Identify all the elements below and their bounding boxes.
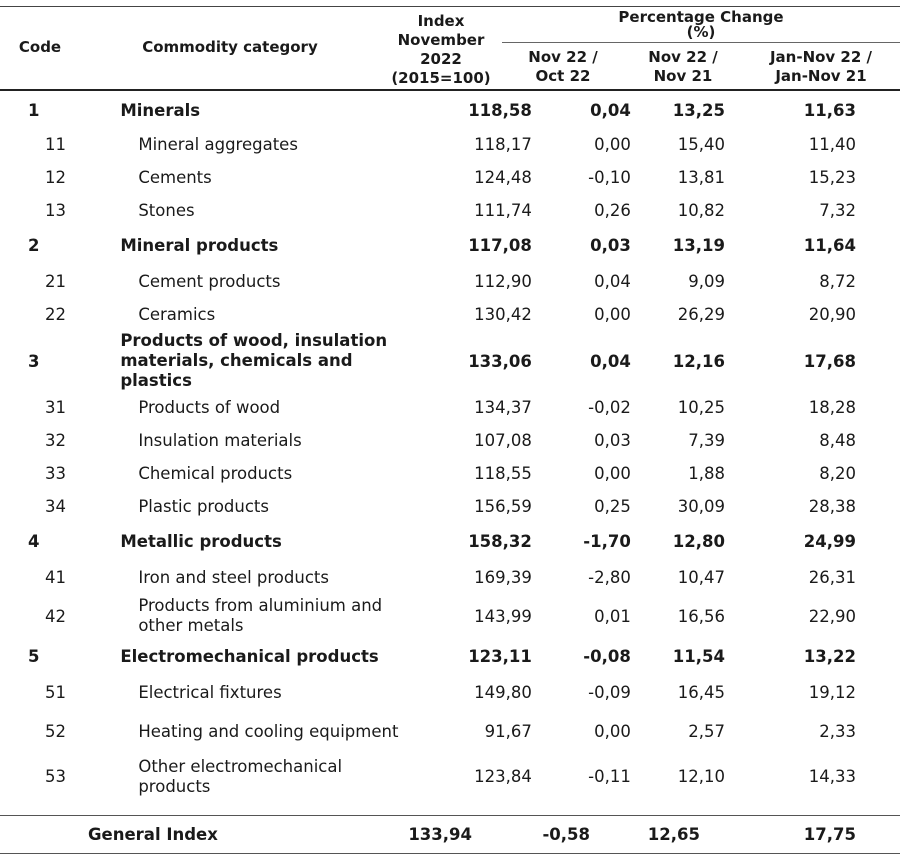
row-nov-oct: 0,00	[594, 135, 631, 154]
row-index-value: 118,17	[474, 135, 532, 154]
row-name	[104, 298, 436, 331]
row-name	[104, 424, 436, 457]
row-jan-nov: 7,32	[819, 201, 856, 220]
header-nov-oct-line1: Nov 22 /	[528, 48, 598, 66]
header-index	[380, 12, 502, 88]
row-index-value: 149,80	[474, 682, 532, 702]
row-jan-nov: 24,99	[803, 532, 856, 551]
row-name-text: Electromechanical products	[120, 647, 379, 666]
row-name-text: Metallic products	[120, 532, 282, 551]
general-index-row	[0, 816, 900, 852]
row-index-value: 107,08	[474, 431, 532, 450]
row-name	[104, 523, 436, 560]
row-name-text: Stones	[138, 201, 195, 220]
row-index-value: 91,67	[484, 722, 532, 741]
row-nov-nov: 10,25	[677, 398, 725, 417]
row-name	[104, 128, 436, 161]
row-name	[104, 709, 436, 754]
row-index-value: 133,06	[468, 351, 532, 371]
row-code: 12	[45, 168, 66, 187]
row-index-value: 158,32	[468, 532, 532, 551]
row-jan-nov: 19,12	[808, 682, 856, 702]
row-nov-oct: 0,03	[594, 431, 631, 450]
header-index-line1: Index	[417, 12, 465, 30]
row-name	[104, 638, 436, 675]
header-code: Code	[18, 38, 62, 56]
row-nov-nov: 12,80	[672, 532, 725, 551]
category-row	[0, 638, 900, 675]
row-index-value: 123,84	[474, 767, 532, 786]
row-nov-nov: 13,81	[677, 168, 725, 187]
row-name-text: Iron and steel products	[138, 567, 329, 587]
row-name-text: Products from aluminium and other metals	[138, 596, 383, 635]
row-nov-nov: 1,88	[688, 464, 725, 483]
subcategory-row	[0, 298, 900, 331]
row-code: 42	[45, 606, 66, 626]
row-jan-nov: 22,90	[808, 606, 856, 626]
row-index-value: 112,90	[474, 271, 532, 291]
row-nov-nov: 12,16	[672, 351, 725, 371]
row-jan-nov: 8,72	[819, 271, 856, 291]
row-nov-nov: 30,09	[677, 497, 725, 516]
header-col-nov-nov	[624, 48, 742, 86]
row-code: 11	[45, 135, 66, 154]
row-name	[104, 391, 436, 424]
header-category: Commodity category	[142, 38, 318, 56]
row-code: 31	[45, 398, 66, 417]
header-index-line4: (2015=100)	[391, 69, 491, 87]
row-jan-nov: 8,48	[819, 431, 856, 450]
row-name-text: Mineral aggregates	[138, 135, 298, 154]
row-nov-nov: 11,54	[672, 647, 725, 666]
row-jan-nov: 26,31	[808, 567, 856, 587]
row-nov-oct: 0,04	[590, 351, 631, 371]
header-pct-line2: (%)	[686, 23, 716, 41]
subcategory-row	[0, 264, 900, 298]
subcategory-row	[0, 161, 900, 194]
header-bottom-rule	[0, 89, 900, 91]
row-code: 41	[45, 567, 66, 587]
row-nov-oct: -0,09	[588, 682, 631, 702]
subcategory-row	[0, 391, 900, 424]
row-nov-nov: 26,29	[677, 305, 725, 324]
row-nov-oct: 0,04	[590, 100, 631, 120]
row-nov-oct: 0,00	[594, 722, 631, 741]
row-index-value: 134,37	[474, 398, 532, 417]
row-name	[104, 92, 436, 128]
header-pct-line1: Percentage Change	[618, 8, 784, 26]
row-code: 33	[45, 464, 66, 483]
row-nov-oct: -2,80	[588, 567, 631, 587]
row-jan-nov: 11,63	[803, 100, 856, 120]
row-name-text: Cement products	[138, 271, 281, 291]
row-jan-nov: 11,40	[808, 135, 856, 154]
commodity-table	[0, 92, 900, 799]
general-index-value: 133,94	[408, 825, 472, 844]
row-code: 3	[28, 351, 40, 371]
row-code: 52	[45, 722, 66, 741]
row-code: 4	[28, 532, 40, 551]
subcategory-row	[0, 457, 900, 490]
row-nov-nov: 2,57	[688, 722, 725, 741]
category-row	[0, 523, 900, 560]
row-index-value: 130,42	[474, 305, 532, 324]
row-nov-oct: 0,00	[594, 464, 631, 483]
row-name-text: Cements	[138, 168, 212, 187]
row-name-text: Heating and cooling equipment	[138, 722, 399, 741]
row-name	[104, 490, 436, 523]
row-name-text: Ceramics	[138, 305, 216, 324]
general-nov-nov: 12,65	[647, 825, 700, 844]
row-index-value: 117,08	[468, 236, 532, 255]
row-name	[104, 754, 436, 799]
header-jan-nov-line2: Jan-Nov 21	[775, 67, 867, 85]
row-nov-oct: 0,04	[594, 271, 631, 291]
header-nov-oct-line2: Oct 22	[535, 67, 591, 85]
row-nov-oct: -0,10	[588, 168, 631, 187]
row-name	[104, 161, 436, 194]
row-index-value: 111,74	[474, 201, 532, 220]
row-nov-nov: 9,09	[688, 271, 725, 291]
category-row	[0, 92, 900, 128]
row-nov-oct: 0,25	[594, 497, 631, 516]
pct-group-rule	[502, 42, 900, 43]
row-nov-nov: 16,56	[677, 606, 725, 626]
subcategory-row	[0, 128, 900, 161]
row-name-text: Plastic products	[138, 497, 269, 516]
row-name	[104, 331, 436, 391]
row-jan-nov: 11,64	[803, 236, 856, 255]
row-name-text: Chemical products	[138, 464, 293, 483]
general-nov-oct: -0,58	[542, 825, 590, 844]
category-row	[0, 331, 900, 391]
row-nov-nov: 12,10	[677, 767, 725, 786]
row-nov-nov: 13,25	[672, 100, 725, 120]
row-code: 34	[45, 497, 66, 516]
header-jan-nov-line1: Jan-Nov 22 /	[769, 48, 873, 66]
row-nov-nov: 10,47	[677, 567, 725, 587]
row-code: 1	[28, 100, 40, 120]
row-nov-oct: 0,01	[594, 606, 631, 626]
row-jan-nov: 13,22	[803, 647, 856, 666]
row-index-value: 123,11	[468, 647, 532, 666]
row-code: 32	[45, 431, 66, 450]
subcategory-row	[0, 194, 900, 227]
subcategory-row	[0, 424, 900, 457]
bottom-rule	[0, 853, 900, 854]
row-nov-oct: -0,11	[588, 767, 631, 786]
header-col-jan-nov	[742, 48, 900, 86]
row-nov-nov: 16,45	[677, 682, 725, 702]
subcategory-row	[0, 594, 900, 638]
row-nov-oct: 0,26	[594, 201, 631, 220]
row-code: 5	[28, 647, 40, 666]
row-name-text: Products of wood	[138, 398, 281, 417]
subcategory-row	[0, 754, 900, 799]
general-index-label: General Index	[88, 825, 218, 844]
row-jan-nov: 2,33	[819, 722, 856, 741]
general-jan-nov: 17,75	[803, 825, 856, 844]
row-jan-nov: 18,28	[808, 398, 856, 417]
row-name-text: Minerals	[120, 100, 201, 120]
row-code: 21	[45, 271, 66, 291]
row-nov-oct: -0,02	[588, 398, 631, 417]
row-jan-nov: 15,23	[808, 168, 856, 187]
category-row	[0, 227, 900, 264]
row-nov-oct: -1,70	[583, 532, 631, 551]
row-code: 2	[28, 236, 40, 255]
subcategory-row	[0, 490, 900, 523]
row-index-value: 118,58	[468, 100, 532, 120]
row-name	[104, 675, 436, 709]
row-jan-nov: 20,90	[808, 305, 856, 324]
row-name-text: Electrical fixtures	[138, 682, 282, 702]
row-name	[104, 227, 436, 264]
row-nov-nov: 10,82	[677, 201, 725, 220]
row-nov-oct: 0,00	[594, 305, 631, 324]
header-index-line2: November	[397, 31, 485, 49]
row-nov-nov: 13,19	[672, 236, 725, 255]
row-nov-nov: 7,39	[688, 431, 725, 450]
row-index-value: 124,48	[474, 168, 532, 187]
row-name	[104, 194, 436, 227]
row-name-text: Other electromechanical products	[138, 756, 343, 796]
row-nov-nov: 15,40	[677, 135, 725, 154]
header-index-line3: 2022	[420, 50, 462, 68]
header-nov-nov-line2: Nov 21	[653, 67, 713, 85]
subcategory-row	[0, 709, 900, 754]
row-jan-nov: 28,38	[808, 497, 856, 516]
row-code: 22	[45, 305, 66, 324]
row-index-value: 169,39	[474, 567, 532, 587]
row-jan-nov: 17,68	[803, 351, 856, 371]
subcategory-row	[0, 675, 900, 709]
row-name-text: Mineral products	[120, 236, 279, 255]
table-body	[0, 92, 900, 799]
row-name	[104, 457, 436, 490]
row-index-value: 156,59	[474, 497, 532, 516]
header-nov-nov-line1: Nov 22 /	[648, 48, 718, 66]
row-index-value: 143,99	[474, 606, 532, 626]
row-index-value: 118,55	[474, 464, 532, 483]
header-percentage-change	[502, 8, 900, 42]
row-name-text: Insulation materials	[138, 431, 302, 450]
row-nov-oct: -0,08	[583, 647, 631, 666]
row-jan-nov: 14,33	[808, 767, 856, 786]
row-code: 13	[45, 201, 66, 220]
row-name-text: Products of wood, insulation materials, chemicals and plastics	[120, 331, 388, 390]
row-nov-oct: 0,03	[590, 236, 631, 255]
header-col-nov-oct	[502, 48, 624, 86]
row-code: 51	[45, 682, 66, 702]
row-name	[104, 264, 436, 298]
row-name	[104, 594, 436, 638]
row-name	[104, 560, 436, 594]
row-code: 53	[45, 767, 66, 786]
subcategory-row	[0, 560, 900, 594]
top-rule	[0, 6, 900, 7]
row-jan-nov: 8,20	[819, 464, 856, 483]
